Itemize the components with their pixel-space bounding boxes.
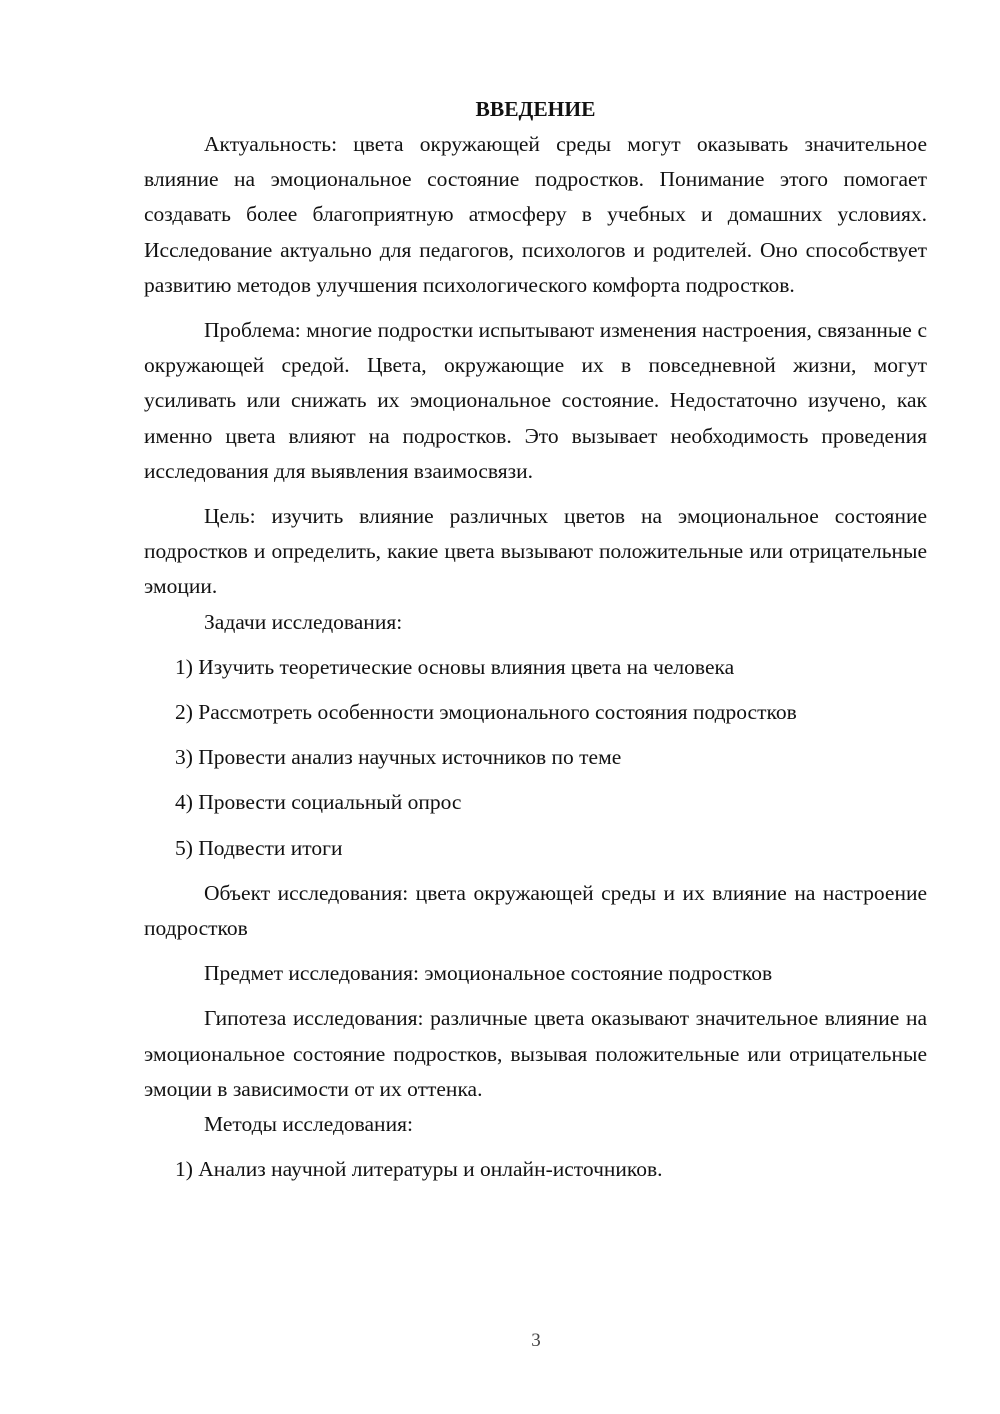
- list-item: 2) Рассмотреть особенности эмоционального состояния подростков: [175, 700, 797, 725]
- tasks-list: [144, 650, 927, 866]
- section-title: ВВЕДЕНИЕ: [475, 97, 596, 121]
- object-paragraph: Объект исследования: цвета окружающей среды и их влияние на настроение подростков: [144, 880, 927, 941]
- document-page: [144, 92, 927, 1187]
- list-item: 1) Изучить теоретические основы влияния цвета на человека: [175, 654, 735, 679]
- subject-paragraph: Предмет исследования: эмоциональное состояние подростков: [204, 961, 773, 986]
- methods-heading: Методы исследования:: [204, 1112, 413, 1137]
- list-item: 5) Подвести итоги: [175, 835, 343, 860]
- list-item: 3) Провести анализ научных источников по теме: [175, 745, 622, 770]
- tasks-heading: Задачи исследования:: [204, 609, 403, 634]
- relevance-paragraph: Актуальность: цвета окружающей среды могут оказывать значительное влияние на эмоциональное состояние подростков. Понимание этого помогает создавать более благоприятную атмосферу в учебных и домашних условиях. Исследование актуально для педагогов, психологов и родителей. Оно способствует развитию методов улучшения психологического комфорта подростков.: [144, 132, 927, 297]
- problem-paragraph: Проблема: многие подростки испытывают изменения настроения, связанные с окружающей средой. Цвета, окружающие их в повседневной жизни, могут усиливать или снижать их эмоциональное состояние. Недостаточно изучено, как именно цвета влияют на подростков. Это вызывает необходимость проведения исследования для выявления взаимосвязи.: [144, 318, 927, 483]
- list-item: 4) Провести социальный опрос: [175, 790, 462, 815]
- list-item: 1) Анализ научной литературы и онлайн-источников.: [175, 1157, 663, 1182]
- methods-list: [144, 1152, 927, 1187]
- goal-paragraph: Цель: изучить влияние различных цветов на эмоциональное состояние подростков и определить, какие цвета вызывают положительные или отрицательные эмоции.: [144, 504, 927, 599]
- hypothesis-paragraph: Гипотеза исследования: различные цвета оказывают значительное влияние на эмоциональное состояние подростков, вызывая положительные или отрицательные эмоции в зависимости от их оттенка.: [144, 1006, 927, 1101]
- page-number: 3: [531, 1330, 541, 1351]
